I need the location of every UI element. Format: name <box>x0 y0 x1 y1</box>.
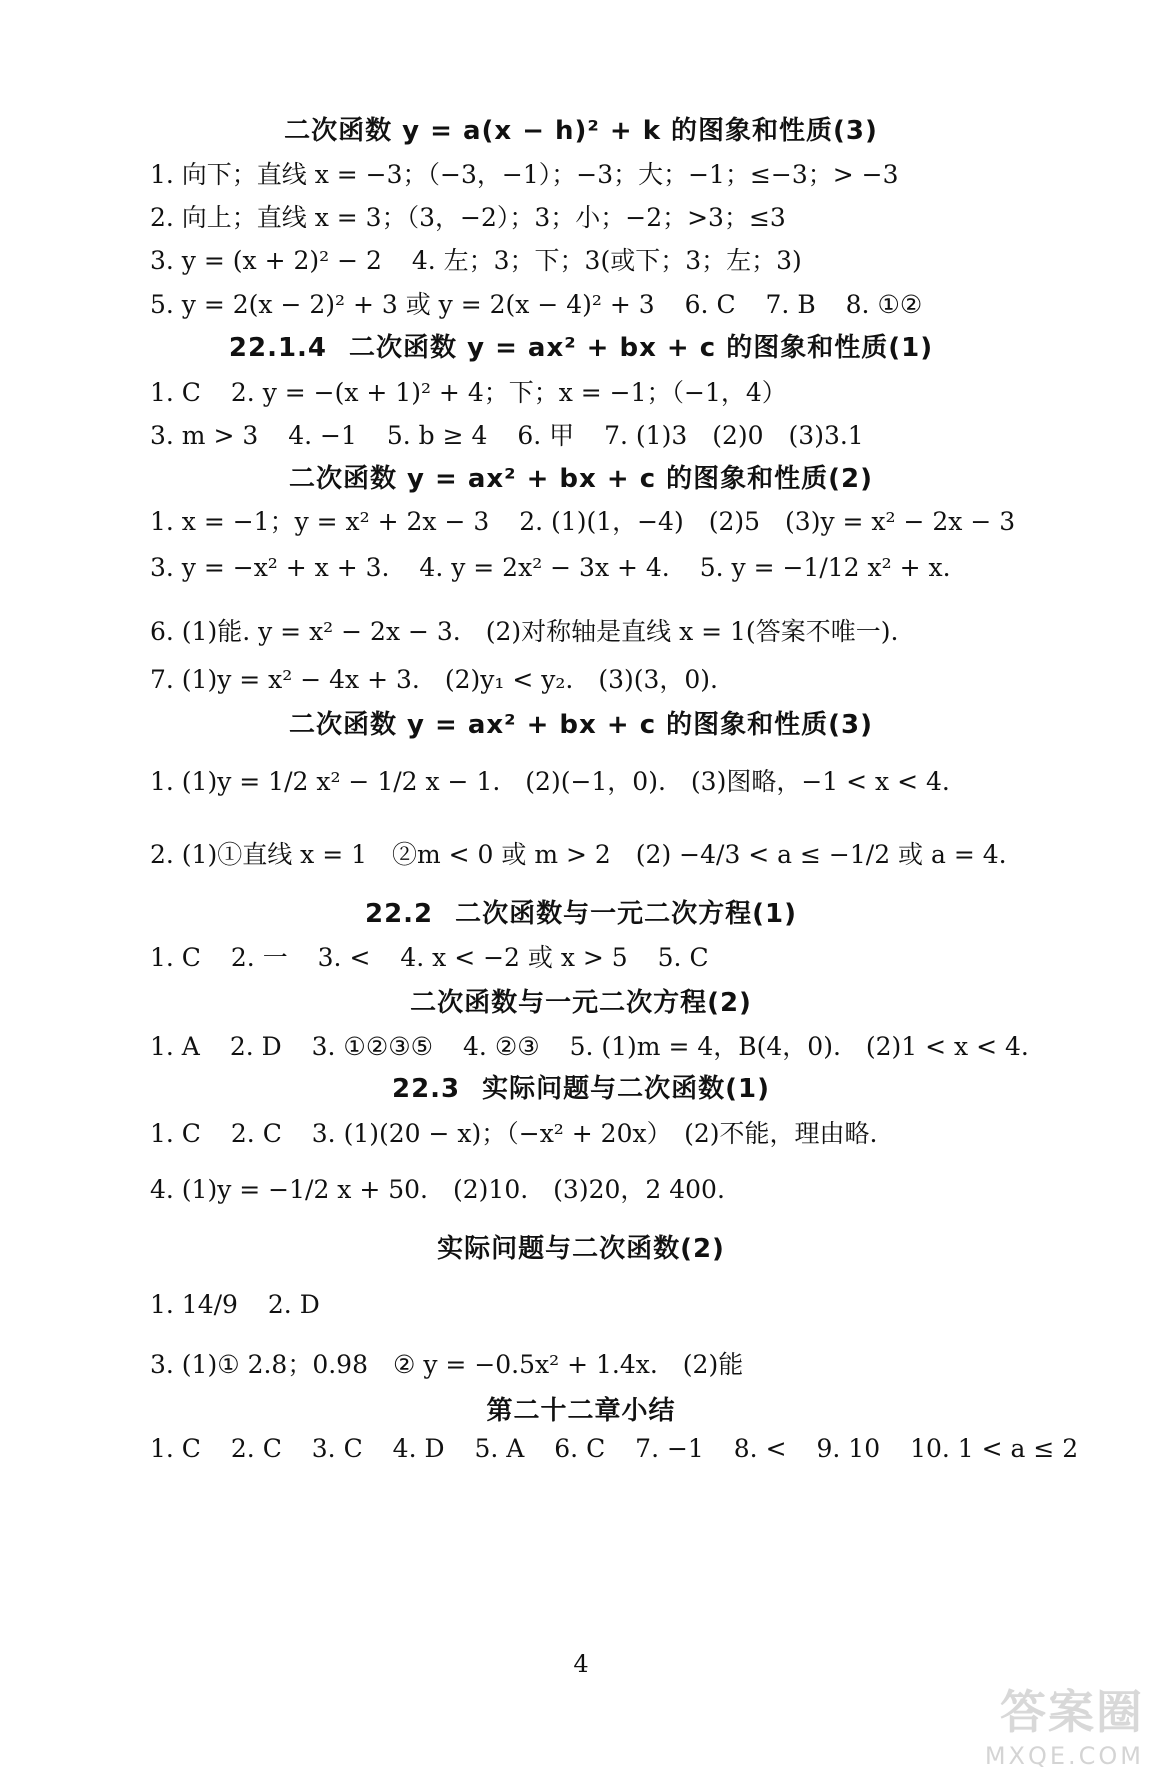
answer-line <box>150 1170 1030 1206</box>
answer-item: 2. D <box>267 1290 320 1319</box>
answer-item: 3. (1)(20 − x)；（−x² + 20x） (2)不能，理由略. <box>311 1119 878 1148</box>
answer-item: 1. x = −1；y = x² + 2x − 3 <box>150 507 490 536</box>
answer-line <box>150 155 1030 191</box>
answer-line <box>150 835 1030 871</box>
watermark-text-top: 答案圈 <box>1000 1685 1144 1739</box>
answer-item: 7. B <box>765 290 816 319</box>
section-heading <box>0 1068 1162 1105</box>
heading-number: 22.1.4 <box>228 333 328 363</box>
answer-item: 4. −1 <box>288 421 357 450</box>
answer-line <box>150 1434 1079 1463</box>
answer-line <box>150 762 1030 798</box>
section-heading <box>0 1390 1162 1427</box>
heading-text: 第二十二章小结 <box>486 1396 676 1426</box>
heading-text: 二次函数与一元二次方程(1) <box>455 899 797 929</box>
answer-item: 1. 向下；直线 x = −3；（−3，−1）；−3；大；−1；≤−3；> −3 <box>150 160 899 189</box>
page-number: 4 <box>573 1650 589 1678</box>
answer-line <box>150 285 1030 321</box>
heading-number: 22.2 <box>364 899 434 929</box>
answer-item: 3. y = −x² + x + 3. <box>150 553 390 582</box>
answer-item: 1. 14/9 <box>150 1290 238 1319</box>
answer-item: 6. C <box>554 1434 606 1463</box>
answer-item: 5. y = 2(x − 2)² + 3 或 y = 2(x − 4)² + 3 <box>150 290 655 319</box>
answer-item: 1. C <box>150 1434 201 1463</box>
heading-number: 22.3 <box>391 1074 461 1104</box>
answer-line <box>150 373 1030 409</box>
answer-item: 4. D <box>392 1434 445 1463</box>
answer-item: 2. C <box>230 1119 282 1148</box>
answer-line <box>150 502 1030 538</box>
answer-item: 1. C <box>150 943 201 972</box>
watermark-text-bottom: MXQE.COM <box>984 1742 1144 1770</box>
answer-item: 4. x < −2 或 x > 5 <box>400 943 628 972</box>
answer-line <box>150 198 1030 234</box>
section-heading <box>0 704 1162 741</box>
answer-item: 9. 10 <box>816 1434 881 1463</box>
answer-item: 3. y = (x + 2)² − 2 <box>150 246 382 275</box>
answer-line <box>150 1114 1030 1150</box>
heading-text: 二次函数 y = ax² + bx + c 的图象和性质(2) <box>288 464 874 494</box>
answer-item: 8. < <box>733 1434 787 1463</box>
answer-line <box>150 1345 1030 1381</box>
answer-item: 3. ①②③⑤ <box>311 1032 434 1061</box>
answer-item: 1. C <box>150 378 201 407</box>
answer-item: 3. (1)① 2.8；0.98 ② y = −0.5x² + 1.4x. (2)能 <box>150 1350 744 1379</box>
answer-item: 1. (1)y = 1/2 x² − 1/2 x − 1. (2)(−1，0). (3)图略，−1 < x < 4. <box>150 767 950 796</box>
heading-text: 二次函数与一元二次方程(2) <box>410 988 752 1018</box>
section-heading <box>0 893 1162 930</box>
heading-text: 实际问题与二次函数(2) <box>437 1234 725 1264</box>
heading-text: 二次函数 y = ax² + bx + c 的图象和性质(1) <box>349 333 934 363</box>
answer-line <box>150 612 1030 648</box>
answer-item: 4. ②③ <box>463 1032 540 1061</box>
answer-item: 8. ①② <box>845 290 923 319</box>
answer-item: 6. C <box>684 290 736 319</box>
answer-item: 3. m > 3 <box>150 421 259 450</box>
answer-item: 2. (1)(1，−4) (2)5 (3)y = x² − 2x − 3 <box>519 507 1016 536</box>
section-heading <box>0 327 1162 364</box>
answer-item: 5. y = −1/12 x² + x. <box>699 553 951 582</box>
answer-item: 1. A <box>150 1032 200 1061</box>
answer-item: 2. (1)①直线 x = 1 ②m < 0 或 m > 2 (2) −4/3 < a ≤ −1/2 或 a = 4. <box>150 840 1007 869</box>
answer-item: 10. 1 < a ≤ 2 <box>910 1434 1079 1463</box>
answer-item: 4. y = 2x² − 3x + 4. <box>419 553 670 582</box>
answer-line <box>150 553 1030 582</box>
section-heading <box>0 1228 1162 1265</box>
watermark-logo <box>985 1676 1144 1770</box>
section-heading <box>0 458 1162 495</box>
answer-item: 3. < <box>317 943 371 972</box>
heading-text: 实际问题与二次函数(1) <box>482 1074 770 1104</box>
answer-line <box>150 938 1030 974</box>
answer-item: 5. C <box>657 943 709 972</box>
answer-item: 6. (1)能. y = x² − 2x − 3. (2)对称轴是直线 x = 1(答案不唯一). <box>150 617 899 646</box>
answer-item: 2. C <box>230 1434 282 1463</box>
answer-item: 6. 甲 <box>517 421 575 450</box>
answer-line <box>150 416 1030 452</box>
answer-item: 2. 向上；直线 x = 3；（3，−2）；3；小；−2；>3；≤3 <box>150 203 786 232</box>
answer-item: 3. C <box>311 1434 363 1463</box>
answer-item: 4. 左；3；下；3(或下；3；左；3) <box>411 246 802 275</box>
answer-line <box>150 660 1030 696</box>
section-heading <box>0 982 1162 1019</box>
answer-item: 2. y = −(x + 1)² + 4；下；x = −1；（−1，4） <box>230 378 787 407</box>
answer-item: 7. (1)3 (2)0 (3)3.1 <box>604 421 864 450</box>
answer-item: 5. b ≥ 4 <box>386 421 488 450</box>
answer-item: 7. (1)y = x² − 4x + 3. (2)y₁ < y₂. (3)(3，0). <box>150 665 719 694</box>
answer-line <box>150 1027 1030 1063</box>
heading-text: 二次函数 y = ax² + bx + c 的图象和性质(3) <box>288 710 874 740</box>
section-heading <box>0 110 1162 147</box>
answer-item: 2. D <box>229 1032 282 1061</box>
heading-text: 二次函数 y = a(x − h)² + k 的图象和性质(3) <box>284 116 878 146</box>
answer-item: 2. 一 <box>230 943 288 972</box>
answer-item: 7. −1 <box>635 1434 704 1463</box>
answer-item: 5. (1)m = 4，B(4，0). (2)1 < x < 4. <box>569 1032 1029 1061</box>
answer-line <box>150 1290 1030 1319</box>
answer-item: 1. C <box>150 1119 201 1148</box>
answer-item: 5. A <box>474 1434 525 1463</box>
answer-item: 4. (1)y = −1/2 x + 50. (2)10. (3)20，2 400. <box>150 1175 725 1204</box>
answer-line <box>150 241 1030 277</box>
